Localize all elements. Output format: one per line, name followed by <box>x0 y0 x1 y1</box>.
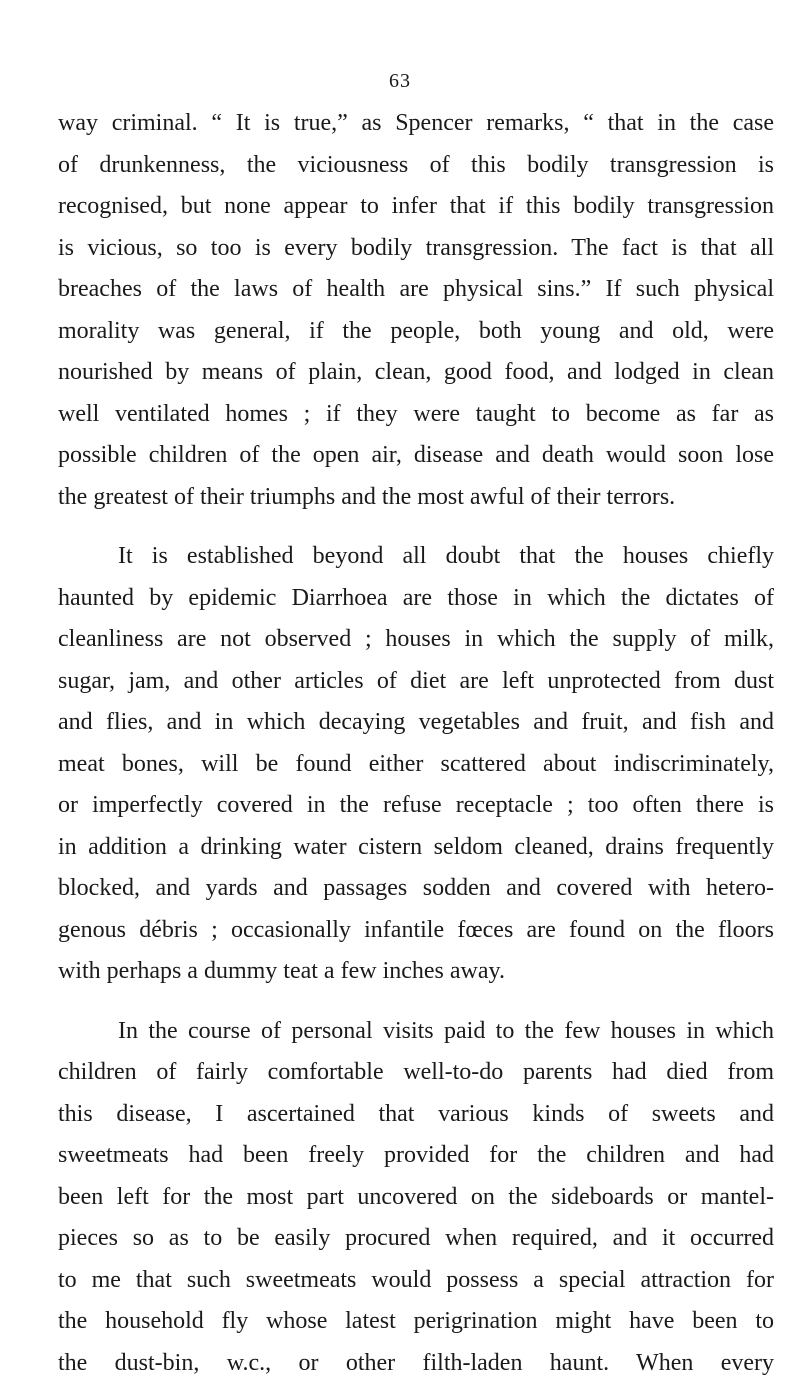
text-line: the greatest of their triumphs and the most awful of their terrors. <box>58 483 676 510</box>
text-line: sugar, jam, and other articles of diet are left unprotected from dust <box>58 667 774 694</box>
text-line: morality was general, if the people, both young and old, were <box>58 317 774 344</box>
paragraph-3 <box>58 1011 774 1385</box>
page-number: 63 <box>389 70 411 92</box>
page-text <box>58 103 774 1384</box>
text-line: possible children of the open air, disease and death would soon lose <box>58 442 774 468</box>
text-line: or imperfectly covered in the refuse receptacle ; too often there is <box>58 792 774 818</box>
text-line: children of fairly comfortable well-to-do parents had died from <box>58 1059 774 1085</box>
text-line: this disease, I ascertained that various kinds of sweets and <box>58 1100 774 1127</box>
text-line: way criminal. “ It is true,” as Spencer remarks, “ that in the case <box>58 110 774 136</box>
text-line: breaches of the laws of health are physical sins.” If such physical <box>58 276 774 302</box>
text-line: It is established beyond all doubt that the houses chiefly <box>118 543 774 569</box>
text-line: meat bones, will be found either scattered about indiscriminately, <box>58 750 774 777</box>
text-line: well ventilated homes ; if they were taught to become as far as <box>58 400 774 427</box>
text-line: blocked, and yards and passages sodden and covered with hetero- <box>58 875 774 901</box>
text-line: and flies, and in which decaying vegetables and fruit, and fish and <box>58 709 774 735</box>
paragraph-2 <box>58 536 774 993</box>
text-line: In the course of personal visits paid to the few houses in which <box>118 1017 774 1044</box>
text-line: sweetmeats had been freely provided for the children and had <box>58 1142 774 1168</box>
text-line: in addition a drinking water cistern seldom cleaned, drains frequently <box>58 833 774 860</box>
text-line: to me that such sweetmeats would possess a special attraction for <box>58 1266 774 1293</box>
text-line: pieces so as to be easily procured when required, and it occurred <box>58 1225 774 1251</box>
text-line: recognised, but none appear to infer that if this bodily transgression <box>58 193 774 219</box>
paragraph-spacer <box>58 518 774 536</box>
text-line: is vicious, so too is every bodily transgression. The fact is that all <box>58 234 774 261</box>
text-line: nourished by means of plain, clean, good food, and lodged in clean <box>58 359 774 385</box>
text-line: of drunkenness, the viciousness of this bodily transgression is <box>58 151 774 178</box>
paragraph-spacer <box>58 993 774 1011</box>
text-line: the household fly whose latest perigrination might have been to <box>58 1308 774 1334</box>
text-line: haunted by epidemic Diarrhoea are those in which the dictates of <box>58 584 774 611</box>
paragraph-1 <box>58 103 774 518</box>
text-line: cleanliness are not observed ; houses in which the supply of milk, <box>58 626 774 652</box>
text-line: been left for the most part uncovered on the sideboards or mantel- <box>58 1183 774 1210</box>
text-line: with perhaps a dummy teat a few inches away. <box>58 958 505 984</box>
text-line: the dust-bin, w.c., or other filth-laden haunt. When every <box>58 1349 774 1376</box>
text-line: genous débris ; occasionally infantile fœces are found on the floors <box>58 916 774 943</box>
